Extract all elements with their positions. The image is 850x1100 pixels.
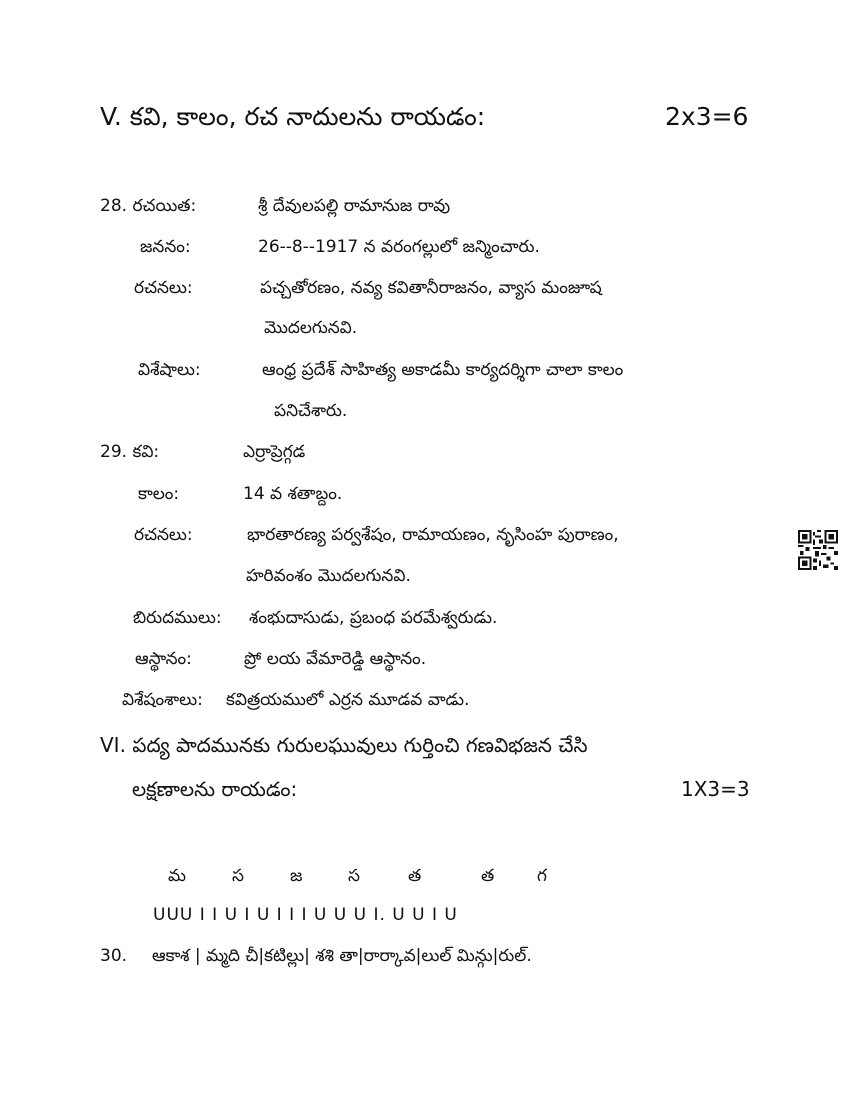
q29-period-label: కాలం: (138, 484, 180, 504)
q29-works-line1: భారతారణ్య పర్వశేషం, రామాయణం, నృసింహ పురాణం, (247, 525, 619, 545)
q28-special-line1: ఆంధ్ర ప్రదేశ్ సాహిత్య అకాడమీ కార్యదర్శిగా చాలా కాలం (262, 360, 624, 380)
q29-notes-value: కవిత్రయములో ఎర్రన మూడవ వాడు. (226, 690, 470, 710)
gana-letter: స (232, 866, 244, 886)
q28-birth-value: 26--8--1917 న వరంగల్లులో జన్మించారు. (258, 237, 540, 257)
q29-works-line2: హరివంశం మొదలగునవి. (246, 566, 411, 586)
q29-poet-label: 29. కవి: (100, 442, 160, 462)
q28-works-line1: పచ్చతోరణం, నవ్య కవితానీరాజనం, వ్యాస మంజూష (260, 278, 602, 298)
section-5-heading: V. కవి, కాలం, రచ నాదులను రాయడం: (100, 102, 486, 131)
section-6-heading-line1: VI. పద్య పాదమునకు గురులఘువులు గుర్తించి గణవిభజన చేసి (100, 733, 588, 757)
q28-author-label: 28. రచయిత: (100, 196, 197, 216)
section-6-marks: 1X3=3 (681, 777, 750, 801)
q29-court-label: ఆస్థానం: (135, 649, 192, 669)
q29-notes-label: విశేషంశాలు: (122, 690, 203, 710)
gana-letter: స (348, 866, 360, 886)
section-5-marks: 2x3=6 (665, 102, 749, 131)
q29-court-value: ప్రో లయ వేమారెడ్డి ఆస్థానం. (244, 649, 427, 669)
section-6-heading-line2: లక్షణాలను రాయడం: (132, 777, 298, 801)
gana-letter: మ (168, 866, 186, 886)
q30-number: 30. (100, 946, 128, 966)
q29-poet-value: ఎర్రాప్రెగ్గడ (243, 442, 306, 462)
gana-letter: త (408, 866, 422, 886)
gana-letter: జ (290, 866, 303, 886)
q28-author-value: శ్రీ దేవులపల్లి రామానుజ రావు (258, 196, 451, 216)
q30-verse: ఆకాశ | మ్మది చీ|కటిల్లు| శశి తా|రార్కావ|లుల్ మిన్గు|రుల్. (152, 946, 532, 966)
q29-titles-label: బిరుదములు: (133, 608, 222, 628)
q29-period-value: 14 వ శతాబ్దం. (243, 484, 343, 504)
gana-letter: త (481, 866, 495, 886)
q28-special-line2: పనిచేశారు. (274, 401, 348, 421)
q29-works-label: రచనలు: (134, 525, 193, 545)
q28-works-line2: మొదలగునవి. (264, 318, 358, 338)
qr-code-icon (798, 530, 838, 570)
q28-birth-label: జననం: (140, 237, 191, 257)
q28-special-label: విశేషాలు: (138, 360, 201, 380)
gana-letter: గ (537, 866, 547, 886)
meter-marks: UUU I I U I U I I I U U U I. U U I U (153, 905, 458, 925)
q29-titles-value: శంభుదాసుడు, ప్రబంధ పరమేశ్వరుడు. (249, 608, 498, 628)
q28-works-label: రచనలు: (134, 278, 193, 298)
